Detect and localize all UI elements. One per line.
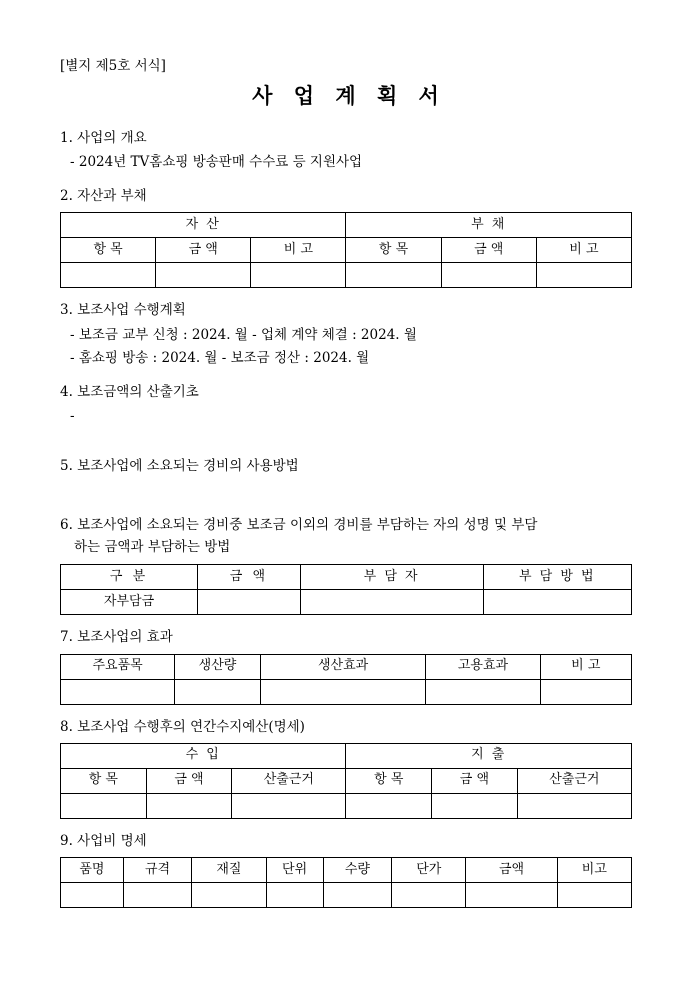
column-header: 비고 — [557, 858, 631, 883]
column-header: 재질 — [192, 858, 266, 883]
group-header-assets: 자 산 — [61, 213, 346, 238]
table-cell[interactable] — [426, 679, 540, 704]
form-number: [별지 제5호 서식] — [60, 58, 166, 74]
column-header: 고용효과 — [426, 654, 540, 679]
column-header: 항 목 — [346, 768, 432, 793]
section-5-heading: 5. 보조사업에 소요되는 경비의 사용방법 — [60, 457, 299, 474]
section-3-line-1: - 보조금 교부 신청 : 2024. 월 - 업체 계약 체결 : 2024. 월 — [70, 326, 417, 343]
column-header: 금 액 — [441, 238, 536, 263]
column-header: 단위 — [266, 858, 323, 883]
table-cell[interactable] — [536, 263, 631, 288]
column-header: 금 액 — [146, 768, 232, 793]
table-cell[interactable]: 자부담금 — [61, 590, 198, 615]
table-cell[interactable] — [123, 883, 192, 908]
column-header: 단가 — [392, 858, 466, 883]
table-header-row — [61, 654, 632, 679]
table-header-row — [61, 858, 632, 883]
section-4-heading: 4. 보조금액의 산출기초 — [60, 383, 199, 400]
section-9-heading: 9. 사업비 명세 — [60, 832, 147, 849]
table-cell[interactable] — [61, 679, 175, 704]
column-header: 생산효과 — [260, 654, 426, 679]
column-header: 비 고 — [251, 238, 346, 263]
column-header: 구 분 — [61, 565, 198, 590]
column-header: 금 액 — [156, 238, 251, 263]
column-header: 부 담 방 법 — [483, 565, 631, 590]
section-2-heading: 2. 자산과 부채 — [60, 188, 147, 205]
table-cell[interactable] — [61, 793, 147, 818]
table-cell[interactable] — [346, 793, 432, 818]
table-cell[interactable] — [175, 679, 261, 704]
table-cell[interactable] — [192, 883, 266, 908]
section-6-heading-line2: 하는 금액과 부담하는 방법 — [74, 539, 231, 556]
column-header: 항 목 — [61, 238, 156, 263]
table-row — [61, 263, 632, 288]
column-header: 금 액 — [432, 768, 518, 793]
table-cell[interactable] — [483, 590, 631, 615]
section-6-heading-line1: 6. 보조사업에 소요되는 경비중 보조금 이외의 경비를 부담하는 자의 성명 및 부담 — [60, 516, 538, 533]
table-cell[interactable] — [466, 883, 557, 908]
column-header: 수량 — [323, 858, 392, 883]
column-header: 산출근거 — [232, 768, 346, 793]
annual-budget-table — [60, 743, 632, 819]
table-cell[interactable] — [232, 793, 346, 818]
table-cell[interactable] — [346, 263, 441, 288]
section-3-heading: 3. 보조사업 수행계획 — [60, 302, 186, 319]
group-header-expense: 지 출 — [346, 743, 632, 768]
page-title: 사 업 계 획 서 — [252, 83, 446, 109]
table-cell[interactable] — [61, 883, 124, 908]
cost-burden-table — [60, 564, 632, 615]
table-header-row — [61, 768, 632, 793]
table-cell[interactable] — [392, 883, 466, 908]
table-cell[interactable] — [432, 793, 518, 818]
section-7-heading: 7. 보조사업의 효과 — [60, 629, 173, 646]
section-6-heading — [60, 514, 632, 559]
table-row — [61, 793, 632, 818]
column-header: 항 목 — [61, 768, 147, 793]
column-header: 품명 — [61, 858, 124, 883]
section-4-line-1: - — [70, 407, 75, 424]
table-row — [61, 883, 632, 908]
document-content — [60, 58, 632, 912]
table-cell[interactable] — [198, 590, 301, 615]
table-row — [61, 590, 632, 615]
section-3-line-2: - 홈쇼핑 방송 : 2024. 월 - 보조금 정산 : 2024. 월 — [70, 350, 370, 367]
table-cell[interactable] — [251, 263, 346, 288]
table-cell[interactable] — [557, 883, 631, 908]
project-cost-detail-table — [60, 857, 632, 908]
table-cell[interactable] — [156, 263, 251, 288]
table-cell[interactable] — [260, 679, 426, 704]
group-header-liabilities: 부 채 — [346, 213, 632, 238]
table-header-row — [61, 238, 632, 263]
column-header: 비 고 — [540, 654, 631, 679]
section-1-heading: 1. 사업의 개요 — [60, 130, 147, 147]
table-cell[interactable] — [146, 793, 232, 818]
group-header-income: 수 입 — [61, 743, 346, 768]
table-cell[interactable] — [266, 883, 323, 908]
table-header-row — [61, 565, 632, 590]
column-header: 항 목 — [346, 238, 441, 263]
table-group-header-row — [61, 213, 632, 238]
column-header: 금액 — [466, 858, 557, 883]
table-row — [61, 679, 632, 704]
section-8-heading: 8. 보조사업 수행후의 연간수지예산(명세) — [60, 718, 305, 735]
column-header: 산출근거 — [517, 768, 631, 793]
project-effect-table — [60, 654, 632, 705]
table-cell[interactable] — [323, 883, 392, 908]
table-group-header-row — [61, 743, 632, 768]
column-header: 금 액 — [198, 565, 301, 590]
column-header: 규격 — [123, 858, 192, 883]
column-header: 비 고 — [536, 238, 631, 263]
assets-liabilities-table — [60, 212, 632, 288]
column-header: 주요품목 — [61, 654, 175, 679]
column-header: 생산량 — [175, 654, 261, 679]
table-cell[interactable] — [300, 590, 483, 615]
column-header: 부 담 자 — [300, 565, 483, 590]
table-cell[interactable] — [441, 263, 536, 288]
table-cell[interactable] — [540, 679, 631, 704]
section-1-line-1: - 2024년 TV홈쇼핑 방송판매 수수료 등 지원사업 — [70, 154, 363, 171]
table-cell[interactable] — [517, 793, 631, 818]
table-cell[interactable] — [61, 263, 156, 288]
